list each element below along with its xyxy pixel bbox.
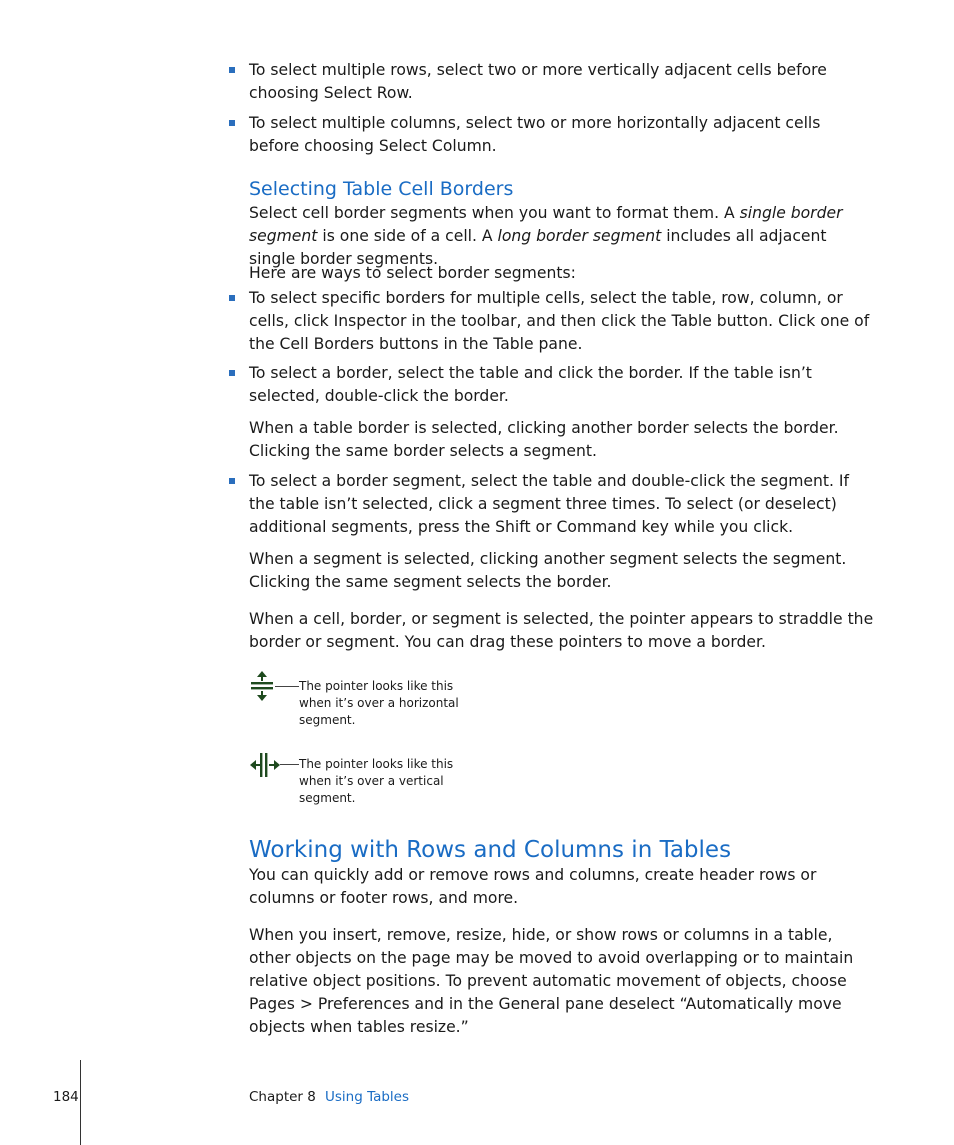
list-item bbox=[249, 287, 874, 356]
bullet-followup: When a segment is selected, clicking another segment selects the segment. Clicking the same segment selects the border. bbox=[249, 550, 847, 591]
list-item bbox=[249, 470, 874, 539]
callout-text: The pointer looks like this when it’s over a vertical segment. bbox=[299, 757, 454, 805]
section-intro bbox=[249, 202, 874, 271]
section-heading: Selecting Table Cell Borders bbox=[249, 178, 514, 200]
bullet-icon bbox=[229, 478, 235, 484]
bullet-icon bbox=[229, 295, 235, 301]
bullet-followup: When a table border is selected, clicking another border selects the border. Clicking the same border selects a segment. bbox=[249, 419, 839, 460]
list-item bbox=[249, 362, 874, 408]
pointer-paragraph: When a cell, border, or segment is selected, the pointer appears to straddle the border or segment. You can drag these pointers to move a border. bbox=[249, 610, 874, 651]
term-single-border-segment: single border segment bbox=[249, 204, 843, 245]
footer-divider bbox=[80, 1060, 81, 1145]
callout-horizontal bbox=[249, 670, 509, 727]
section-paragraph: You can quickly add or remove rows and columns, create header rows or columns or footer rows, and more. bbox=[249, 866, 817, 907]
callout-leader-line bbox=[280, 764, 299, 765]
bullet-text: To select a border segment, select the table and double-click the segment. If the table isn’t selected, click a segment three times. To select (or deselect) additional segments, press the Shift or Command key while you click. bbox=[249, 472, 850, 536]
section-heading: Working with Rows and Columns in Tables bbox=[249, 837, 732, 863]
callout-text: The pointer looks like this when it’s over a horizontal segment. bbox=[299, 679, 459, 727]
horizontal-segment-pointer-icon bbox=[249, 670, 275, 702]
term-long-border-segment: long border segment bbox=[497, 227, 662, 245]
section-paragraph: When you insert, remove, resize, hide, or show rows or columns in a table, other objects on the page may be moved to avoid overlapping or to maintain relative object positions. To prevent automatic movement of objects, choose Pages > Preferences and in the General pane deselect “Automatically move objects when tables resize.” bbox=[249, 926, 854, 1036]
vertical-segment-pointer-icon bbox=[249, 750, 281, 780]
callout-leader-line bbox=[275, 686, 299, 687]
chapter-title-link[interactable]: Using Tables bbox=[325, 1089, 410, 1105]
bullet-text: To select multiple columns, select two or more horizontally adjacent cells before choosing Select Column. bbox=[249, 114, 821, 155]
callout-vertical bbox=[249, 750, 509, 805]
intro-text: includes all adjacent single border segments. bbox=[249, 227, 827, 268]
bullet-text: To select multiple rows, select two or more vertically adjacent cells before choosing Select Row. bbox=[249, 61, 827, 102]
bullet-icon bbox=[229, 370, 235, 376]
intro-text: Select cell border segments when you want to format them. A bbox=[249, 204, 740, 222]
list-item bbox=[249, 112, 874, 158]
bullet-text: To select a border, select the table and click the border. If the table isn’t selected, double-click the border. bbox=[249, 364, 812, 405]
chapter-label: Chapter 8 bbox=[249, 1089, 316, 1105]
bullet-text: To select specific borders for multiple cells, select the table, row, column, or cells, click Inspector in the toolbar, and then click the Table button. Click one of the Cell Borders buttons in the Table pane. bbox=[249, 289, 870, 353]
task-lead: Here are ways to select border segments: bbox=[249, 264, 576, 282]
bullet-icon bbox=[229, 120, 235, 126]
intro-text: is one side of a cell. A bbox=[317, 227, 498, 245]
list-item bbox=[249, 59, 874, 105]
bullet-icon bbox=[229, 67, 235, 73]
page-number: 184 bbox=[53, 1089, 79, 1105]
